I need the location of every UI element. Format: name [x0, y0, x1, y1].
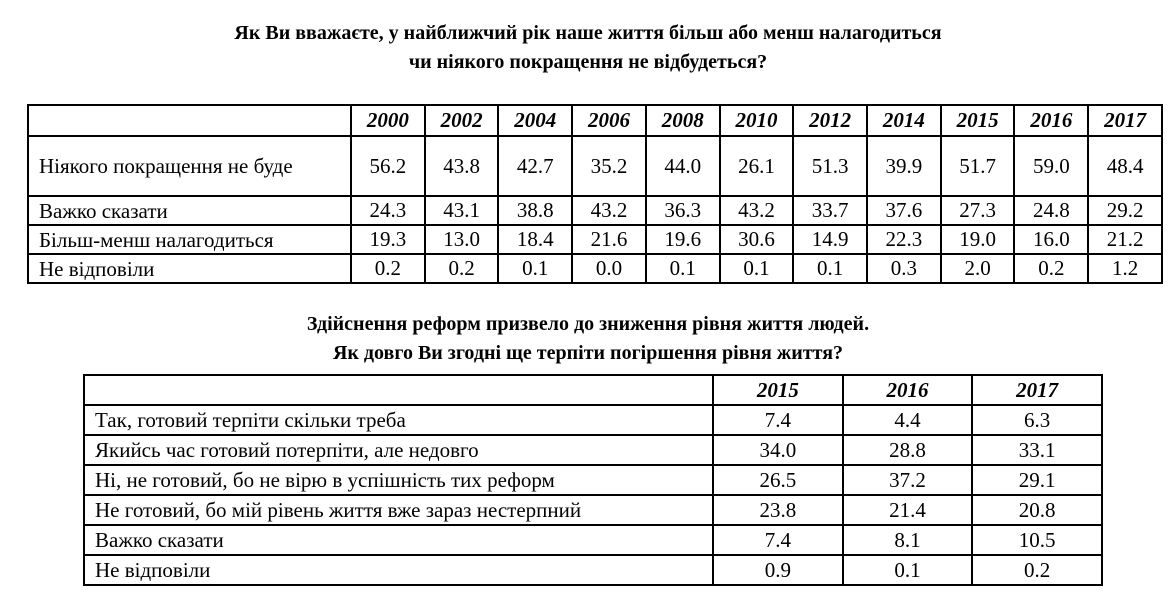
data-cell: 4.4 — [843, 405, 973, 435]
row-label: Ніякого покращення не буде — [28, 136, 351, 196]
table-row — [84, 405, 1102, 435]
data-cell: 19.0 — [941, 225, 1015, 254]
data-cell: 21.4 — [843, 495, 973, 525]
data-cell: 7.4 — [713, 525, 843, 555]
data-cell: 30.6 — [720, 225, 794, 254]
data-cell: 8.1 — [843, 525, 973, 555]
survey-table-reforms — [83, 374, 1103, 586]
data-cell: 2.0 — [941, 254, 1015, 283]
data-cell: 0.2 — [351, 254, 425, 283]
data-cell: 34.0 — [713, 435, 843, 465]
data-cell: 37.6 — [867, 196, 941, 225]
data-cell: 24.3 — [351, 196, 425, 225]
table-row — [84, 465, 1102, 495]
table2-year-header: 2016 — [843, 375, 973, 405]
data-cell: 0.1 — [498, 254, 572, 283]
table1-title-line1: Як Ви вважаєте, у найближчий рік наше життя більш або менш налагодиться — [234, 22, 942, 44]
table1-year-header: 2010 — [720, 105, 794, 136]
table1-year-header: 2015 — [941, 105, 1015, 136]
data-cell: 48.4 — [1088, 136, 1162, 196]
data-cell: 37.2 — [843, 465, 973, 495]
data-cell: 26.5 — [713, 465, 843, 495]
table1-header-row — [28, 105, 1162, 136]
data-cell: 0.9 — [713, 555, 843, 585]
data-cell: 10.5 — [972, 525, 1102, 555]
data-cell: 0.2 — [425, 254, 499, 283]
table1-year-header: 2016 — [1014, 105, 1088, 136]
table1-year-header: 2008 — [646, 105, 720, 136]
data-cell: 0.0 — [572, 254, 646, 283]
data-cell: 43.2 — [572, 196, 646, 225]
data-cell: 20.8 — [972, 495, 1102, 525]
data-cell: 0.1 — [720, 254, 794, 283]
data-cell: 7.4 — [713, 405, 843, 435]
survey-table-yearly — [27, 104, 1163, 284]
data-cell: 0.1 — [843, 555, 973, 585]
data-cell: 18.4 — [498, 225, 572, 254]
data-cell: 33.1 — [972, 435, 1102, 465]
data-cell: 43.8 — [425, 136, 499, 196]
data-cell: 38.8 — [498, 196, 572, 225]
data-cell: 26.1 — [720, 136, 794, 196]
row-label: Не готовий, бо мій рівень життя вже зараз нестерпний — [84, 495, 713, 525]
row-label: Важко сказати — [28, 196, 351, 225]
data-cell: 22.3 — [867, 225, 941, 254]
data-cell: 33.7 — [793, 196, 867, 225]
data-cell: 44.0 — [646, 136, 720, 196]
data-cell: 19.3 — [351, 225, 425, 254]
table1-year-header: 2000 — [351, 105, 425, 136]
data-cell: 56.2 — [351, 136, 425, 196]
table2-year-header: 2015 — [713, 375, 843, 405]
table1-year-header: 2004 — [498, 105, 572, 136]
data-cell: 0.2 — [972, 555, 1102, 585]
table2-title-line1: Здійснення реформ призвело до зниження рівня життя людей. — [306, 313, 870, 335]
data-cell: 0.1 — [646, 254, 720, 283]
data-cell: 0.1 — [793, 254, 867, 283]
table1-year-header: 2012 — [793, 105, 867, 136]
data-cell: 51.3 — [793, 136, 867, 196]
row-label: Більш-менш налагодиться — [28, 225, 351, 254]
table1-corner-cell — [28, 105, 351, 136]
data-cell: 21.6 — [572, 225, 646, 254]
table2-corner-cell — [84, 375, 713, 405]
table2-year-header: 2017 — [972, 375, 1102, 405]
data-cell: 24.8 — [1014, 196, 1088, 225]
data-cell: 0.2 — [1014, 254, 1088, 283]
data-cell: 43.1 — [425, 196, 499, 225]
data-cell: 21.2 — [1088, 225, 1162, 254]
table1-year-header: 2017 — [1088, 105, 1162, 136]
row-label: Важко сказати — [84, 525, 713, 555]
data-cell: 59.0 — [1014, 136, 1088, 196]
data-cell: 0.3 — [867, 254, 941, 283]
table-row — [84, 435, 1102, 465]
row-label: Ні, не готовий, бо не вірю в успішність тих реформ — [84, 465, 713, 495]
table1-year-header: 2002 — [425, 105, 499, 136]
table-row — [28, 136, 1162, 196]
data-cell: 35.2 — [572, 136, 646, 196]
data-cell: 16.0 — [1014, 225, 1088, 254]
data-cell: 36.3 — [646, 196, 720, 225]
data-cell: 23.8 — [713, 495, 843, 525]
table2-header-row — [84, 375, 1102, 405]
table2-title — [0, 310, 1176, 368]
table-row — [28, 225, 1162, 254]
data-cell: 29.2 — [1088, 196, 1162, 225]
table-row — [84, 555, 1102, 585]
row-label: Так, готовий терпіти скільки треба — [84, 405, 713, 435]
table1-year-header: 2014 — [867, 105, 941, 136]
data-cell: 6.3 — [972, 405, 1102, 435]
row-label: Якийсь час готовий потерпіти, але недовго — [84, 435, 713, 465]
table1-title — [0, 0, 1176, 77]
table-row — [28, 196, 1162, 225]
table1-year-header: 2006 — [572, 105, 646, 136]
data-cell: 29.1 — [972, 465, 1102, 495]
table-row — [84, 495, 1102, 525]
table2-title-line2: Як довго Ви згодні ще терпіти погіршення рівня життя? — [332, 342, 844, 364]
table-row — [84, 525, 1102, 555]
data-cell: 51.7 — [941, 136, 1015, 196]
table-row — [28, 254, 1162, 283]
data-cell: 27.3 — [941, 196, 1015, 225]
data-cell: 39.9 — [867, 136, 941, 196]
data-cell: 28.8 — [843, 435, 973, 465]
data-cell: 19.6 — [646, 225, 720, 254]
data-cell: 43.2 — [720, 196, 794, 225]
data-cell: 14.9 — [793, 225, 867, 254]
data-cell: 42.7 — [498, 136, 572, 196]
data-cell: 1.2 — [1088, 254, 1162, 283]
row-label: Не відповіли — [84, 555, 713, 585]
row-label: Не відповіли — [28, 254, 351, 283]
data-cell: 13.0 — [425, 225, 499, 254]
table1-title-line2: чи ніякого покращення не відбудеться? — [408, 51, 768, 73]
